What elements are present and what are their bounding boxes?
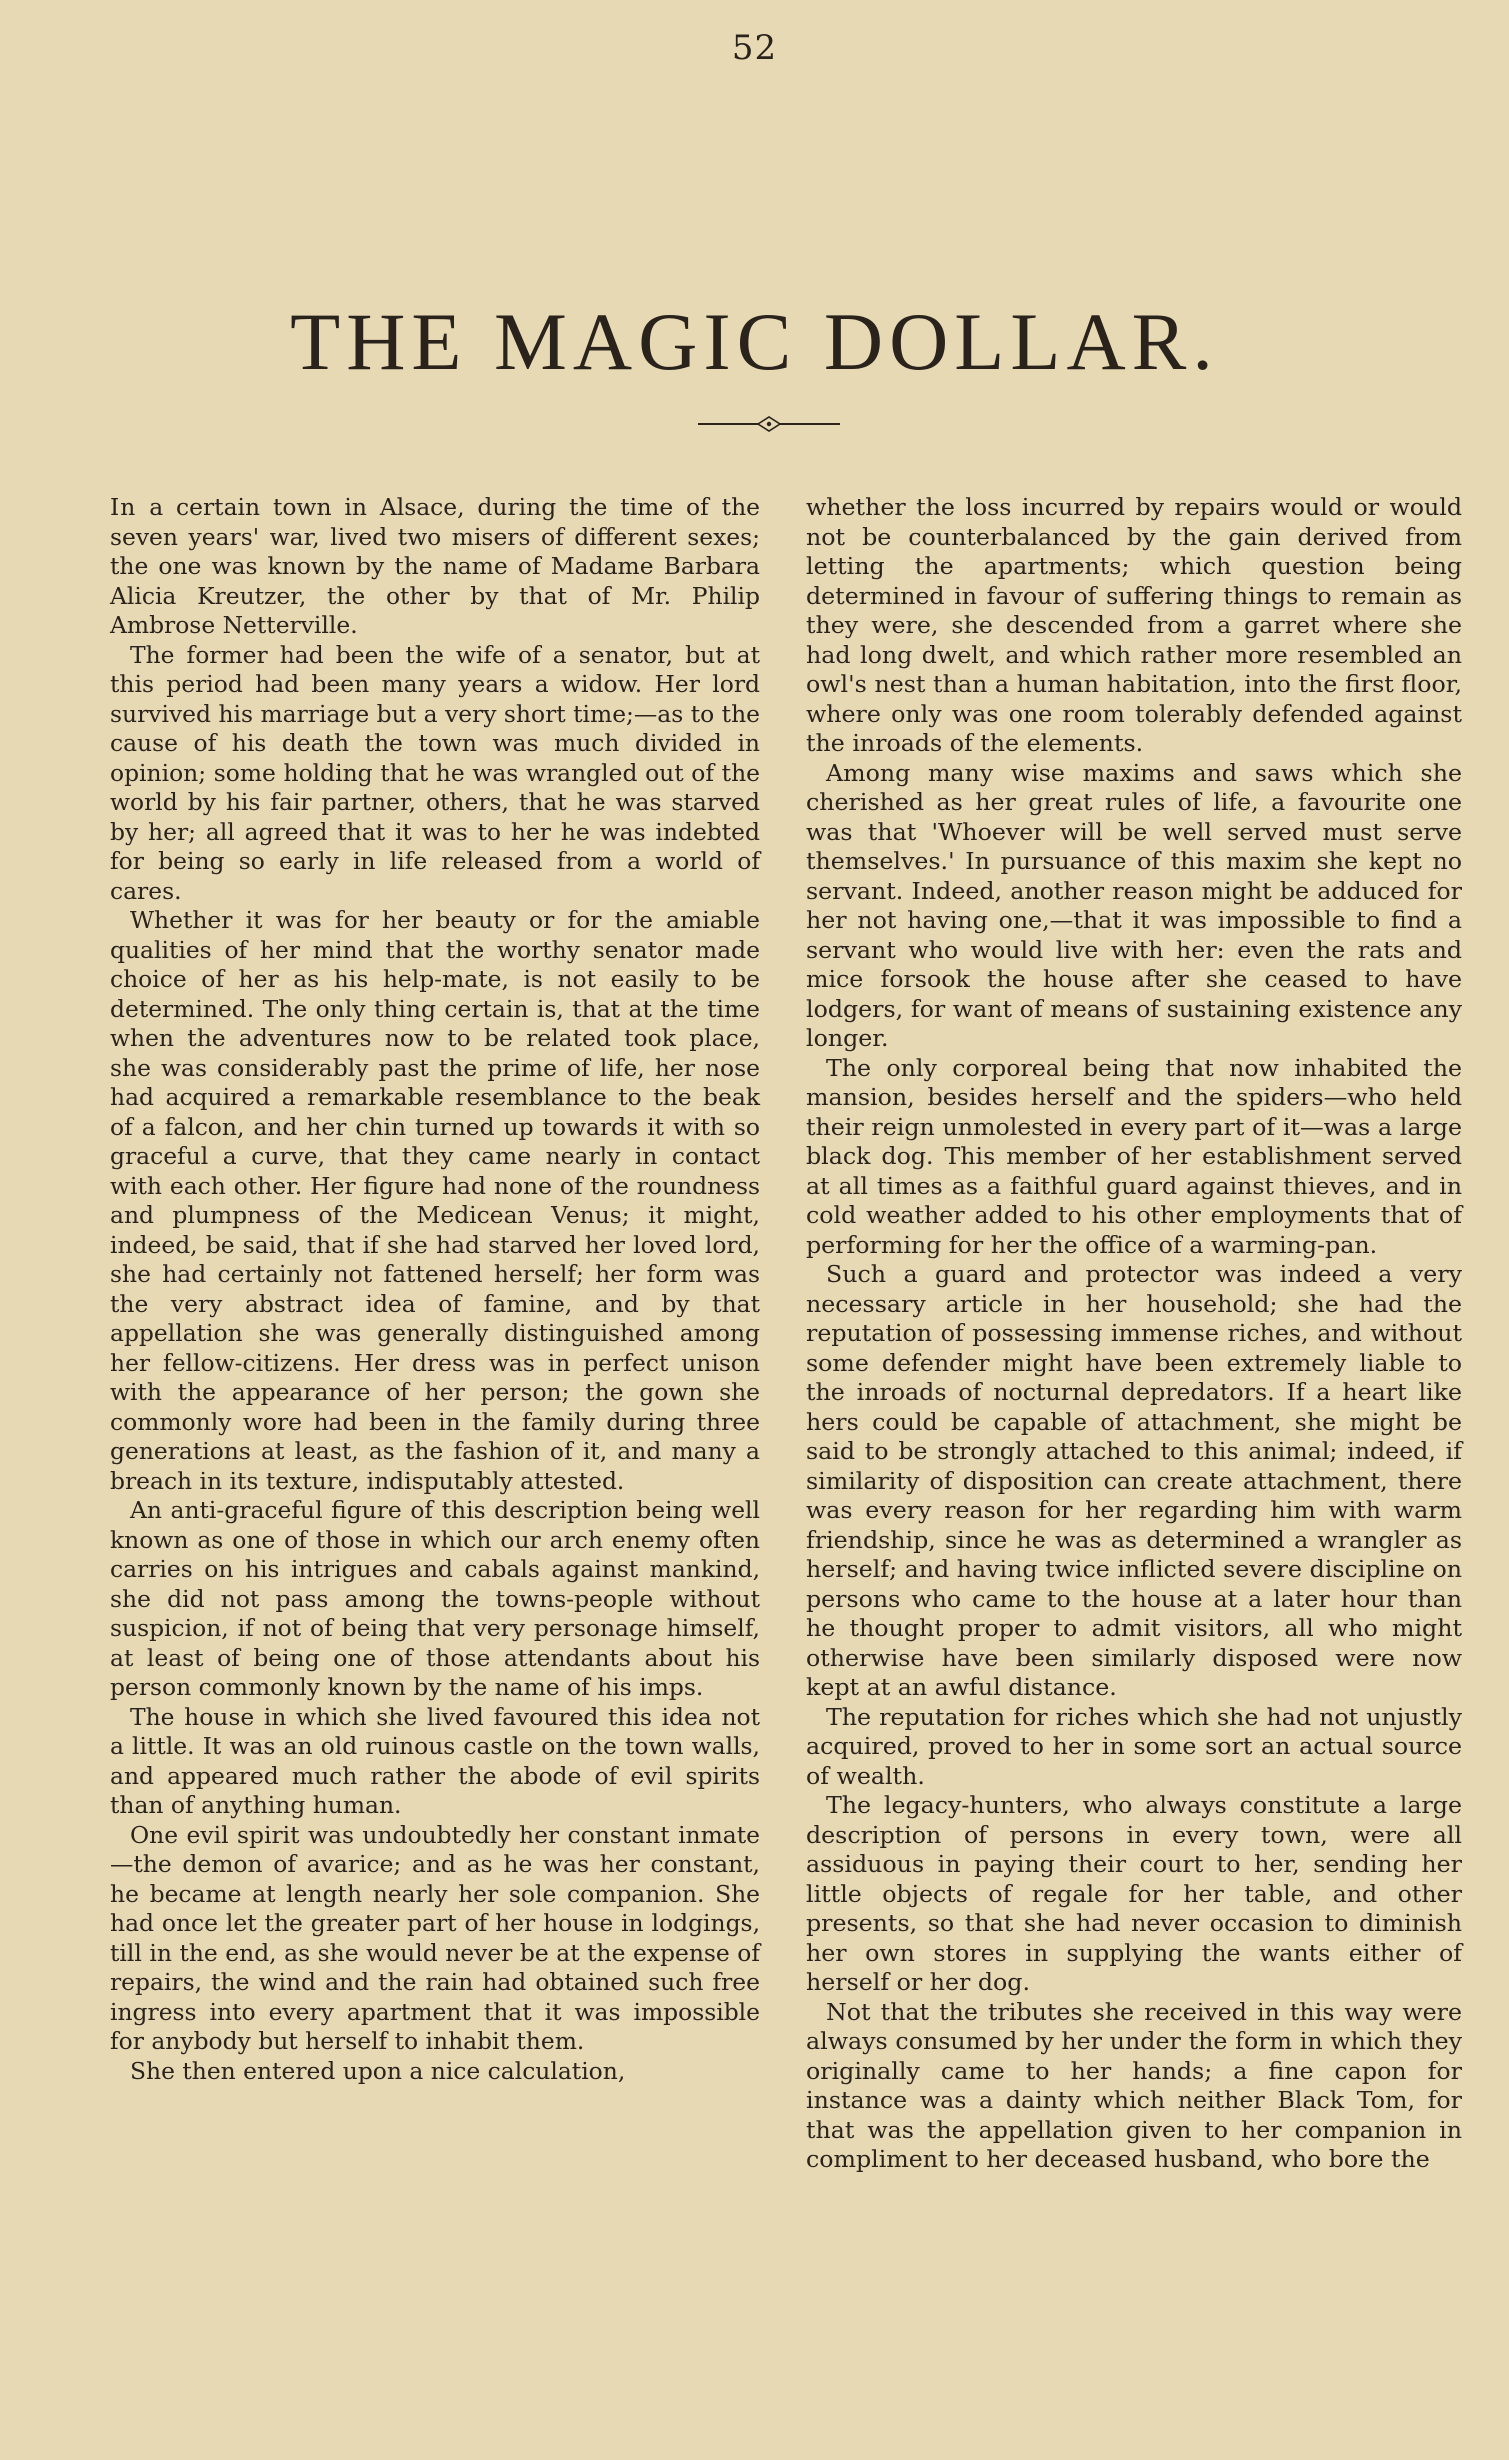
paragraph: The house in which she lived favoured this idea not a little. It was an old ruinous castle on the town walls, and appeared much rather the abode of evil spirits than of anything human. bbox=[110, 1702, 760, 1819]
opening-initial: In bbox=[110, 493, 137, 521]
paragraph: The former had been the wife of a senator, but at this period had been many years a widow. Her lord survived his marriage but a very short time;—as to the cause of his death the town was much divided in opinion; some holding that he was wrangled out of the world by his fair partner, others, that he was starved by her; all agreed that it was to her he was indebted for being so early in life released from a world of cares. bbox=[110, 640, 760, 905]
right-column bbox=[806, 493, 1462, 2175]
left-column bbox=[110, 493, 760, 2086]
paragraph: Such a guard and protector was indeed a very necessary article in her household; she had the reputation of possessing immense riches, and without some defender might have been extremely liable to the inroads of nocturnal depredators. If a heart like hers could be capable of attachment, she might be said to be strongly attached to this animal; indeed, if similarity of disposition can create attachment, there was every reason for her regarding him with warm friendship, since he was as determined a wrangler as herself; and having twice inflicted severe discipline on persons who came to the house at a later hour than he thought proper to admit visitors, all who might otherwise have been similarly disposed were now kept at an awful distance. bbox=[806, 1260, 1462, 1701]
page-number: 52 bbox=[731, 28, 778, 68]
opening-text: a certain town in Alsace, during the time of the seven years' war, lived two misers of different sexes; the one was known by the name of Madame Barbara Alicia Kreutzer, the other by that of Mr. Philip Ambrose Netterville. bbox=[110, 493, 760, 639]
continued-paragraph: whether the loss incurred by repairs would or would not be counterbalanced by the gain derived from letting the apartments; which question being determined in favour of suffering things to remain as they were, she descended from a garret where she had long dwelt, and which rather more resembled an owl's nest than a human habitation, into the first floor, where only was one room tolerably defended against the inroads of the elements. bbox=[806, 493, 1462, 757]
paragraph: The legacy-hunters, who always constitute a large description of persons in every town, were all assiduous in paying their court to her, sending her little objects of regale for her table, and other presents, so that she had never occasion to diminish her own stores in supplying the wants either of herself or her dog. bbox=[806, 1791, 1462, 1996]
paragraph: Not that the tributes she received in this way were always consumed by her under the form in which they originally came to her hands; a fine capon for instance was a dainty which neither Black Tom, for that was the appellation given to her companion in compliment to her deceased husband, who bore the bbox=[806, 1997, 1462, 2173]
opening-paragraph bbox=[110, 493, 760, 641]
paragraph: The only corporeal being that now inhabited the mansion, besides herself and the spiders—who held their reign unmolested in every part of it—was a large black dog. This member of her establishment served at all times as a faithful guard against thieves, and in cold weather added to his other employments that of performing for her the office of a warming-pan. bbox=[806, 1053, 1462, 1259]
paragraph: Whether it was for her beauty or for the amiable qualities of her mind that the worthy senator made choice of her as his help-mate, is not easily to be determined. The only thing certain is, that at the time when the adventures now to be related took place, she was considerably past the prime of life, her nose had acquired a remarkable resemblance to the beak of a falcon, and her chin turned up towards it with so graceful a curve, that they came nearly in contact with each other. Her figure had none of the roundness and plumpness of the Medicean Venus; it might, indeed, be said, that if she had starved her loved lord, she had certainly not fattened herself; her form was the very abstract idea of famine, and by that appellation she was generally distinguished among her fellow-citizens. Her dress was in perfect unison with the appearance of her person; the gown she commonly wore had been in the family during three generations at least, as the fashion of it, and many a breach in its texture, indisputably attested. bbox=[110, 906, 760, 1495]
paragraph: The reputation for riches which she had not unjustly acquired, proved to her in some sort an actual source of wealth. bbox=[806, 1702, 1462, 1790]
paragraph: Among many wise maxims and saws which she cherished as her great rules of life, a favourite one was that 'Whoever will be well served must serve themselves.' In pursuance of this maxim she kept no servant. Indeed, another reason might be adduced for her not having one,—that it was impossible to find a servant who would live with her: even the rats and mice forsook the house after she ceased to have lodgers, for want of means of sustaining existence any longer. bbox=[806, 758, 1462, 1052]
chapter-title: THE MAGIC DOLLAR. bbox=[290, 296, 1219, 387]
paragraph: One evil spirit was undoubtedly her constant inmate—the demon of avarice; and as he was her constant, he became at length nearly her sole companion. She had once let the greater part of her house in lodgings, till in the end, as she would never be at the expense of repairs, the wind and the rain had obtained such free ingress into every apartment that it was impossible for anybody but herself to inhabit them. bbox=[110, 1820, 760, 2055]
ornament-divider-icon bbox=[694, 412, 844, 436]
paragraph: An anti-graceful figure of this description being well known as one of those in which our arch enemy often carries on his intrigues and cabals against mankind, she did not pass among the towns-people without suspicion, if not of being that very personage himself, at least of being one of those attendants about his person commonly known by the name of his imps. bbox=[110, 1496, 760, 1701]
paragraph: She then entered upon a nice calculation, bbox=[130, 2056, 626, 2085]
